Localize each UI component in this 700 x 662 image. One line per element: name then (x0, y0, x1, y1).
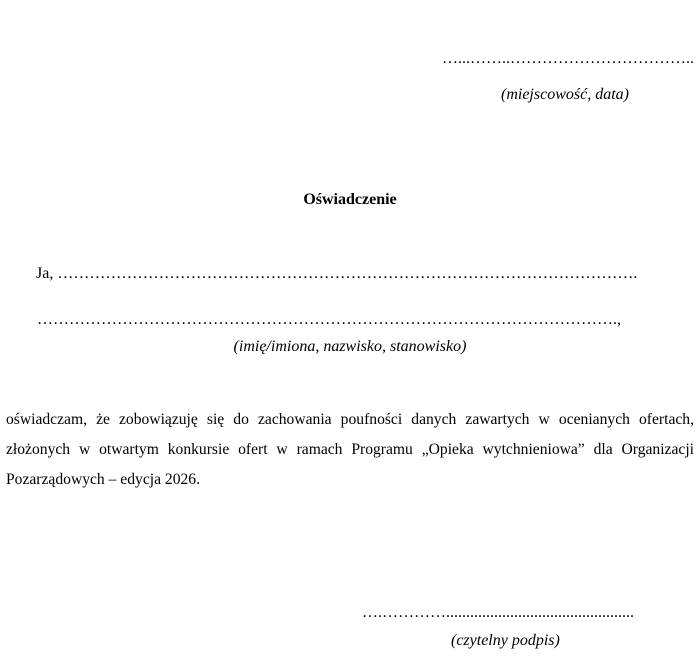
document-title: Oświadczenie (303, 191, 397, 208)
declarant-name-label: (imię/imiona, nazwisko, stanowisko) (233, 338, 467, 355)
signature-field: ….…………............................................... (362, 604, 634, 621)
statement-line: oświadczam, że zobowiązuję się do zachowania poufności danych zawartych w ocenianych ofertach, (6, 411, 694, 428)
place-date-field: …...……..…………………………….. (442, 50, 694, 67)
statement-line: złożonych w otwartym konkursie ofert w ramach Programu „Opieka wytchnieniowa” dla Organizacji (6, 441, 694, 458)
declarant-ja-line: Ja, ………………………………………………………………………………………………. (36, 265, 638, 282)
place-date-label: (miejscowość, data) (501, 86, 629, 103)
statement-line: Pozarządowych – edycja 2026. (6, 471, 200, 488)
signature-label: (czytelny podpis) (451, 632, 560, 649)
statement-paragraph (6, 405, 694, 495)
declarant-name-field: ………………………………………………………………………………………………., (37, 311, 621, 328)
